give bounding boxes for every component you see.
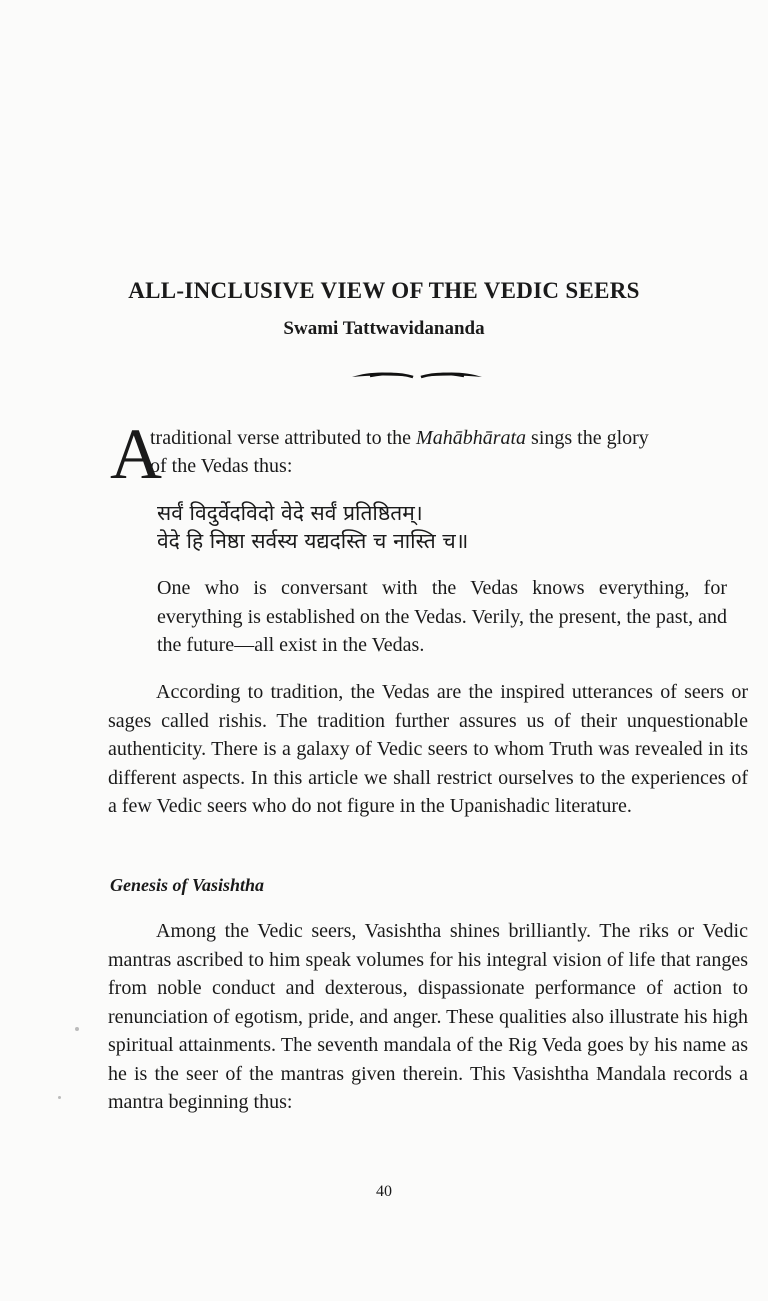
page-number: 40 bbox=[376, 1183, 392, 1200]
paragraph-tradition: According to tradition, the Vedas are the inspired utterances of seers or sages called rishis. The tradition further assures us of their unquestionable authenticity. There is a galaxy of Vedic seers to whom Truth was revealed in its different aspects. In this article we shall restrict ourselves to the experiences of a few Vedic seers who do not figure in the Upanishadic literature. bbox=[108, 681, 748, 817]
section-heading: Genesis of Vasishtha bbox=[110, 875, 265, 895]
article-title: ALL-INCLUSIVE VIEW OF THE VEDIC SEERS bbox=[128, 278, 640, 303]
verse-translation: One who is conversant with the Vedas knows everything, for everything is established on the Vedas. Verily, the present, the past, and the future—all exist in the Vedas. bbox=[157, 577, 727, 656]
mahabharata-title: Mahābhārata bbox=[416, 427, 527, 449]
sanskrit-verse-line-1: सर्वं विदुर्वेदविदो वेदे सर्वं प्रतिष्ठितम्। bbox=[157, 501, 423, 525]
ornament-divider-icon bbox=[350, 368, 484, 382]
paragraph-vasishtha: Among the Vedic seers, Vasishtha shines brilliantly. The riks or Vedic mantras ascribed to him speak volumes for his integral vision of life that ranges from noble conduct and dexterous, dispassionate performance of action to renunciation of egotism, pride, and anger. These qualities also illustrate his high spiritual attainments. The seventh mandala of the Rig Veda goes by his name as he is the seer of the mantras given therein. This Vasishtha Mandala records a mantra beginning thus: bbox=[108, 920, 748, 1113]
intro-line-2: of the Vedas thus: bbox=[150, 455, 293, 477]
article-author: Swami Tattwavidananda bbox=[283, 318, 485, 339]
sanskrit-verse-line-2: वेदे हि निष्ठा सर्वस्य यद्यदस्ति च नास्ति च॥ bbox=[157, 529, 469, 553]
intro-line-1: traditional verse attributed to the Mahābhārata sings the glory bbox=[150, 427, 649, 449]
drop-cap: A bbox=[110, 414, 162, 494]
scan-speck bbox=[58, 1096, 61, 1099]
scan-speck bbox=[75, 1027, 79, 1031]
